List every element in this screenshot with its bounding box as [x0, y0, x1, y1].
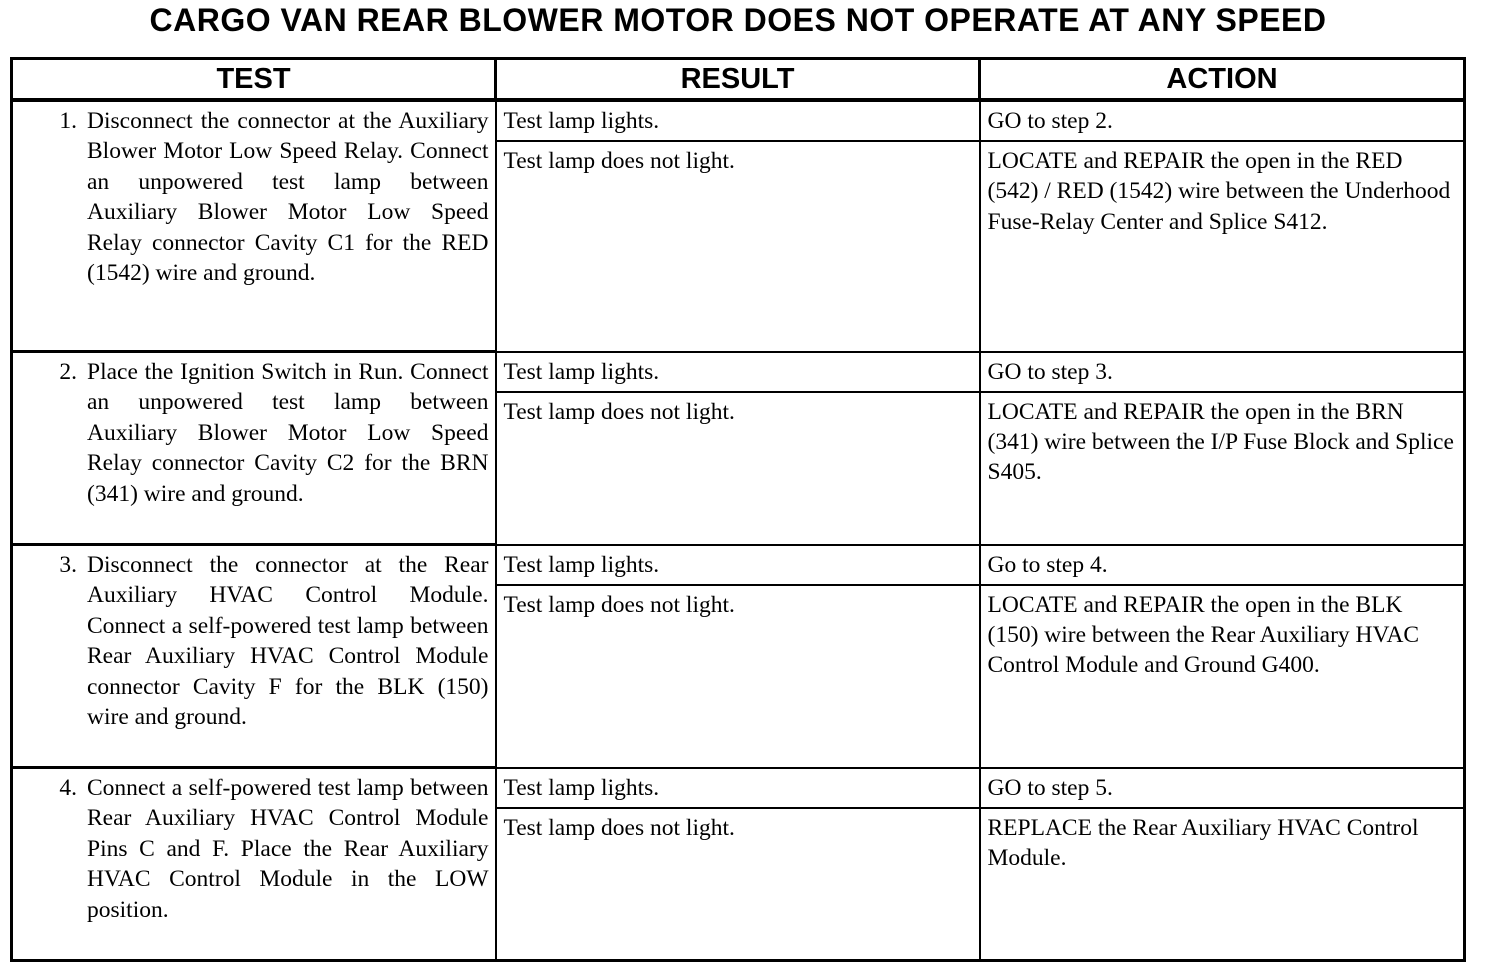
step-3-test-text: Disconnect the connector at the Rear Auxiliary HVAC Control Module. Connect a self-powered test lamp between Rear Auxiliary HVAC Control Module connector Cavity F for the BLK (150) wire and ground.: [87, 552, 489, 731]
header-action: ACTION: [980, 59, 1465, 101]
step-2-action-no-light: LOCATE and REPAIR the open in the BRN (341) wire between the I/P Fuse Block and Splice S405.: [980, 392, 1465, 545]
step-2-test-text: Place the Ignition Switch in Run. Connect an unpowered test lamp between Auxiliary Blower Motor Low Speed Relay connector Cavity C2 for the BRN (341) wire and ground.: [87, 359, 489, 507]
step-4-action-lights: GO to step 5.: [980, 768, 1465, 808]
step-1-row-lights: [12, 100, 1465, 141]
step-1-test-text: Disconnect the connector at the Auxiliary Blower Motor Low Speed Relay. Connect an unpowered test lamp between Auxiliary Blower Motor Low Speed Relay connector Cavity C1 for the RED (1542) wire and ground.: [87, 108, 489, 287]
step-1-test-cell: [12, 100, 496, 352]
step-4-test-text: Connect a self-powered test lamp between Rear Auxiliary HVAC Control Module Pins C and F. Place the Rear Auxiliary HVAC Control Module in the LOW position.: [87, 775, 489, 923]
step-2-row-lights: [12, 352, 1465, 392]
step-4-action-no-light: REPLACE the Rear Auxiliary HVAC Control Module.: [980, 808, 1465, 961]
diagnostic-table: [10, 57, 1466, 962]
step-2-test-cell: [12, 352, 496, 545]
step-1-number: 1.: [59, 108, 77, 134]
step-3-row-lights: [12, 545, 1465, 585]
header-result: RESULT: [496, 59, 980, 101]
step-2-number: 2.: [59, 359, 77, 385]
page-title: CARGO VAN REAR BLOWER MOTOR DOES NOT OPERATE AT ANY SPEED: [149, 2, 1327, 38]
step-3-number: 3.: [59, 552, 77, 578]
step-4-result-lights: Test lamp lights.: [496, 768, 980, 808]
step-4-result-no-light: Test lamp does not light.: [496, 808, 980, 961]
header-test: TEST: [12, 59, 496, 101]
step-3-result-lights: Test lamp lights.: [496, 545, 980, 585]
step-1-action-lights: GO to step 2.: [980, 100, 1465, 141]
header-row: [12, 59, 1465, 101]
step-2-result-lights: Test lamp lights.: [496, 352, 980, 392]
step-2-result-no-light: Test lamp does not light.: [496, 392, 980, 545]
step-4-test-cell: [12, 768, 496, 961]
step-4-row-lights: [12, 768, 1465, 808]
step-4-number: 4.: [59, 775, 77, 801]
step-1-result-lights: Test lamp lights.: [496, 100, 980, 141]
step-2-action-lights: GO to step 3.: [980, 352, 1465, 392]
step-1-result-no-light: Test lamp does not light.: [496, 141, 980, 352]
step-3-action-no-light: LOCATE and REPAIR the open in the BLK (150) wire between the Rear Auxiliary HVAC Control Module and Ground G400.: [980, 585, 1465, 768]
step-3-action-lights: Go to step 4.: [980, 545, 1465, 585]
step-3-result-no-light: Test lamp does not light.: [496, 585, 980, 768]
step-1-action-no-light: LOCATE and REPAIR the open in the RED (542) / RED (1542) wire between the Underhood Fuse-Relay Center and Splice S412.: [980, 141, 1465, 352]
step-3-test-cell: [12, 545, 496, 768]
